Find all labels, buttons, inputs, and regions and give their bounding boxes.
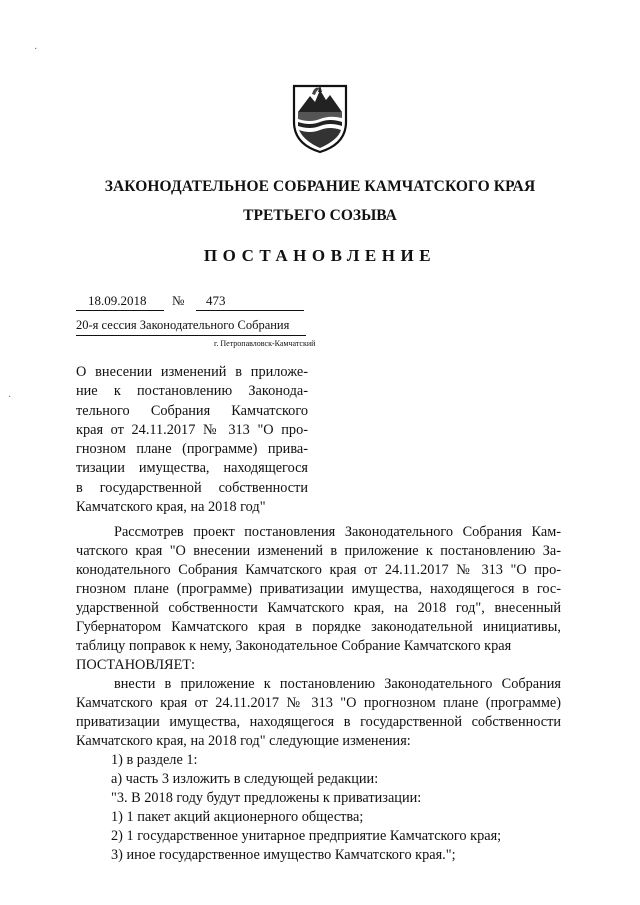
session-underline <box>76 335 306 336</box>
subject-line: тизации имущества, находящегося <box>76 460 308 477</box>
preamble-line: ударственной собственности Камчатского края, на 2018 год", внесенный <box>76 600 561 616</box>
preamble-line: гнозном плане (программе) приватизации имущества, находящегося в гос- <box>76 581 561 597</box>
coat-of-arms-icon <box>290 82 350 154</box>
preamble-line: чатского края "О внесении изменений в приложение к постановлению За- <box>76 543 561 559</box>
subject-line: в государственной собственности <box>76 479 308 496</box>
convocation: ТРЕТЬЕГО СОЗЫВА <box>243 207 397 224</box>
amendment-item: 1) в разделе 1: <box>111 752 198 768</box>
number-label: № <box>172 293 185 308</box>
assembly-name: ЗАКОНОДАТЕЛЬНОЕ СОБРАНИЕ КАМЧАТСКОГО КРАЯ <box>104 178 536 195</box>
number-underline <box>196 310 304 311</box>
document-type: ПОСТАНОВЛЕНИЕ <box>203 246 437 265</box>
scan-speck: · <box>8 392 12 403</box>
preamble-line: Губернатором Камчатского края в порядке законодательной инициативы, <box>76 619 561 635</box>
session-name: 20-я сессия Законодательного Собрания <box>76 318 290 332</box>
scan-speck: · <box>34 44 38 55</box>
resolves-word: ПОСТАНОВЛЯЕТ: <box>76 657 196 673</box>
date-underline <box>76 310 164 311</box>
amendment-item: 3) иное государственное имущество Камчатского края."; <box>111 847 456 863</box>
subject-line: ние к постановлению Законода- <box>76 383 308 400</box>
document-date: 18.09.2018 <box>88 293 147 308</box>
document-number: 473 <box>206 293 226 308</box>
subject-line: О внесении изменений в приложе- <box>76 364 308 380</box>
subject-line: гнозном плане (программе) прива- <box>76 441 308 458</box>
intro-line: Камчатского края, на 2018 год" следующие изменения: <box>76 733 411 749</box>
intro-line: Камчатского края от 24.11.2017 № 313 "О прогнозном плане (программе) <box>76 695 561 711</box>
intro-line: приватизации имущества, находящегося в государственной собственности <box>76 714 561 730</box>
subject-line: края от 24.11.2017 № 313 "О про- <box>76 421 308 438</box>
subject-line: Камчатского края, на 2018 год" <box>76 499 266 516</box>
intro-line: внести в приложение к постановлению Законодательного Собрания <box>114 676 561 692</box>
amendment-item: а) часть 3 изложить в следующей редакции: <box>111 771 379 787</box>
preamble-line: конодательного Собрания Камчатского края от 24.11.2017 № 313 "О про- <box>76 562 561 578</box>
preamble-line: Рассмотрев проект постановления Законодательного Собрания Кам- <box>114 524 561 540</box>
amendment-item: "3. В 2018 году будут предложены к приватизации: <box>111 790 422 806</box>
place-name: г. Петропавловск-Камчатский <box>214 339 316 348</box>
amendment-item: 2) 1 государственное унитарное предприятие Камчатского края; <box>111 828 502 844</box>
subject-block <box>76 363 308 517</box>
amendment-item: 1) 1 пакет акций акционерного общества; <box>111 809 364 825</box>
subject-line: тельного Собрания Камчатского <box>76 402 308 419</box>
preamble-line: таблицу поправок к нему, Законодательное Собрание Камчатского края <box>76 638 512 654</box>
